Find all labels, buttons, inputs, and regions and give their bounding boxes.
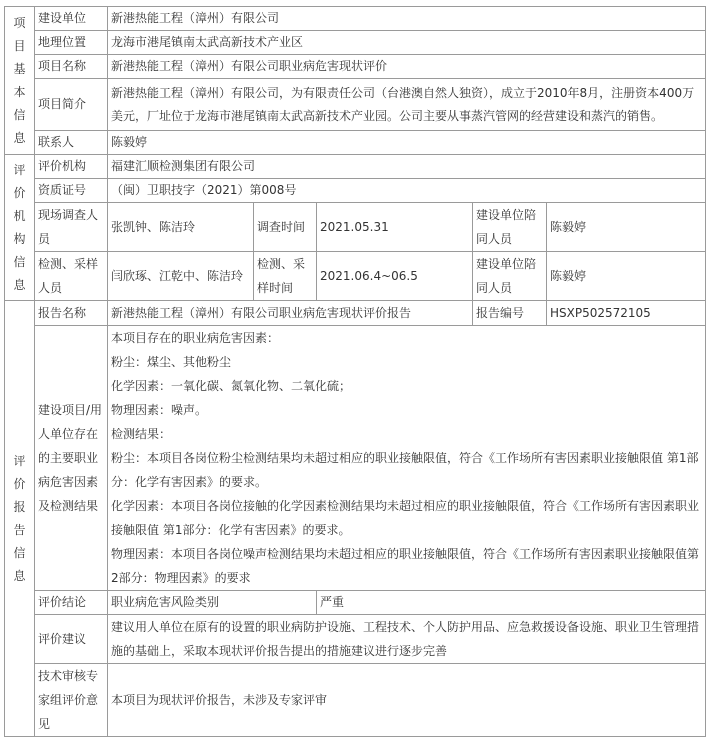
row-survey [5, 203, 706, 252]
row-location [5, 31, 706, 55]
hazards-content [108, 326, 706, 591]
hazards-line: 粉尘：本项目各岗位粉尘检测结果均未超过相应的职业接触限值，符合《工作场所有害因素职业接触限值 第1部分：化学有害因素》的要求。 [111, 451, 699, 489]
survey-staff-label: 现场调查人员 [35, 203, 108, 252]
report-number-value: HSXP502572105 [547, 301, 706, 326]
sampling-escort-value: 陈毅婷 [547, 252, 706, 301]
sampling-escort-label: 建设单位陪同人员 [473, 252, 547, 301]
evaluator-org-value: 福建汇顺检测集团有限公司 [108, 155, 706, 179]
row-project-intro [5, 79, 706, 131]
survey-escort-value: 陈毅婷 [547, 203, 706, 252]
hazards-line: 物理因素：本项目各岗位噪声检测结果均未超过相应的职业接触限值，符合《工作场所有害因素职业接触限值第2部分：物理因素》的要求 [111, 547, 700, 585]
row-hazards [5, 326, 706, 591]
advice-label: 评价建议 [35, 615, 108, 664]
sampling-time-value: 2021.06.4~06.5 [317, 252, 473, 301]
hazards-line: 化学因素：一氧化碳、氮氧化物、二氧化硫； [111, 379, 352, 393]
builder-label: 建设单位 [35, 7, 108, 31]
contact-label: 联系人 [35, 131, 108, 155]
certificate-value: （闽）卫职技字（2021）第008号 [108, 179, 706, 203]
sampling-staff-value: 闫欣琢、江乾中、陈洁玲 [108, 252, 254, 301]
report-name-label: 报告名称 [35, 301, 108, 326]
expert-label: 技术审核专家组评价意见 [35, 664, 108, 737]
hazards-line: 本项目存在的职业病危害因素： [111, 331, 280, 345]
project-intro-label: 项目简介 [35, 79, 108, 131]
location-label: 地理位置 [35, 31, 108, 55]
hazards-line: 化学因素：本项目各岗位接触的化学因素检测结果均未超过相应的职业接触限值，符合《工作场所有害因素职业接触限值 第1部分：化学有害因素》的要求。 [111, 499, 700, 537]
advice-value: 建议用人单位在原有的设置的职业病防护设施、工程技术、个人防护用品、应急救援设备设施、职业卫生管理措施的基础上，采取本现状评价报告提出的措施建议进行逐步完善 [108, 615, 706, 664]
section-report-label: 评价报告信息 [5, 301, 35, 737]
row-contact [5, 131, 706, 155]
row-advice [5, 615, 706, 664]
row-builder [5, 7, 706, 31]
row-sampling [5, 252, 706, 301]
survey-staff-value: 张凯钟、陈洁玲 [108, 203, 254, 252]
conclusion-label: 评价结论 [35, 591, 108, 615]
section-project-label: 项目基本信息 [5, 7, 35, 155]
builder-value: 新港热能工程（漳州）有限公司 [108, 7, 706, 31]
row-report-name [5, 301, 706, 326]
survey-time-value: 2021.05.31 [317, 203, 473, 252]
section-evaluator-label: 评价机构信息 [5, 155, 35, 301]
row-expert [5, 664, 706, 737]
hazards-label: 建设项目/用人单位存在的主要职业病危害因素及检测结果 [35, 326, 108, 591]
hazards-line: 物理因素：噪声。 [111, 403, 208, 417]
hazards-line: 检测结果： [111, 427, 172, 441]
conclusion-value: 严重 [317, 591, 706, 615]
report-info-table [4, 6, 706, 737]
expert-value: 本项目为现状评价报告，未涉及专家评审 [108, 664, 706, 737]
contact-value: 陈毅婷 [108, 131, 706, 155]
row-project-name [5, 55, 706, 79]
report-name-value: 新港热能工程（漳州）有限公司职业病危害现状评价报告 [108, 301, 473, 326]
hazards-line: 粉尘：煤尘、其他粉尘 [111, 355, 232, 369]
row-evaluator-org [5, 155, 706, 179]
row-certificate [5, 179, 706, 203]
certificate-label: 资质证号 [35, 179, 108, 203]
conclusion-key: 职业病危害风险类别 [108, 591, 317, 615]
sampling-staff-label: 检测、采样人员 [35, 252, 108, 301]
project-intro-value: 新港热能工程（漳州）有限公司，为有限责任公司（台港澳自然人独资），成立于2010年8月，注册资本400万美元，厂址位于龙海市港尾镇南太武高新技术产业园。公司主要从事蒸汽管网的经营建设和蒸汽的销售。 [108, 79, 706, 131]
location-value: 龙海市港尾镇南太武高新技术产业区 [108, 31, 706, 55]
project-name-value: 新港热能工程（漳州）有限公司职业病危害现状评价 [108, 55, 706, 79]
row-conclusion [5, 591, 706, 615]
survey-time-label: 调查时间 [254, 203, 317, 252]
report-number-label: 报告编号 [473, 301, 547, 326]
project-name-label: 项目名称 [35, 55, 108, 79]
survey-escort-label: 建设单位陪同人员 [473, 203, 547, 252]
evaluator-org-label: 评价机构 [35, 155, 108, 179]
sampling-time-label: 检测、采样时间 [254, 252, 317, 301]
